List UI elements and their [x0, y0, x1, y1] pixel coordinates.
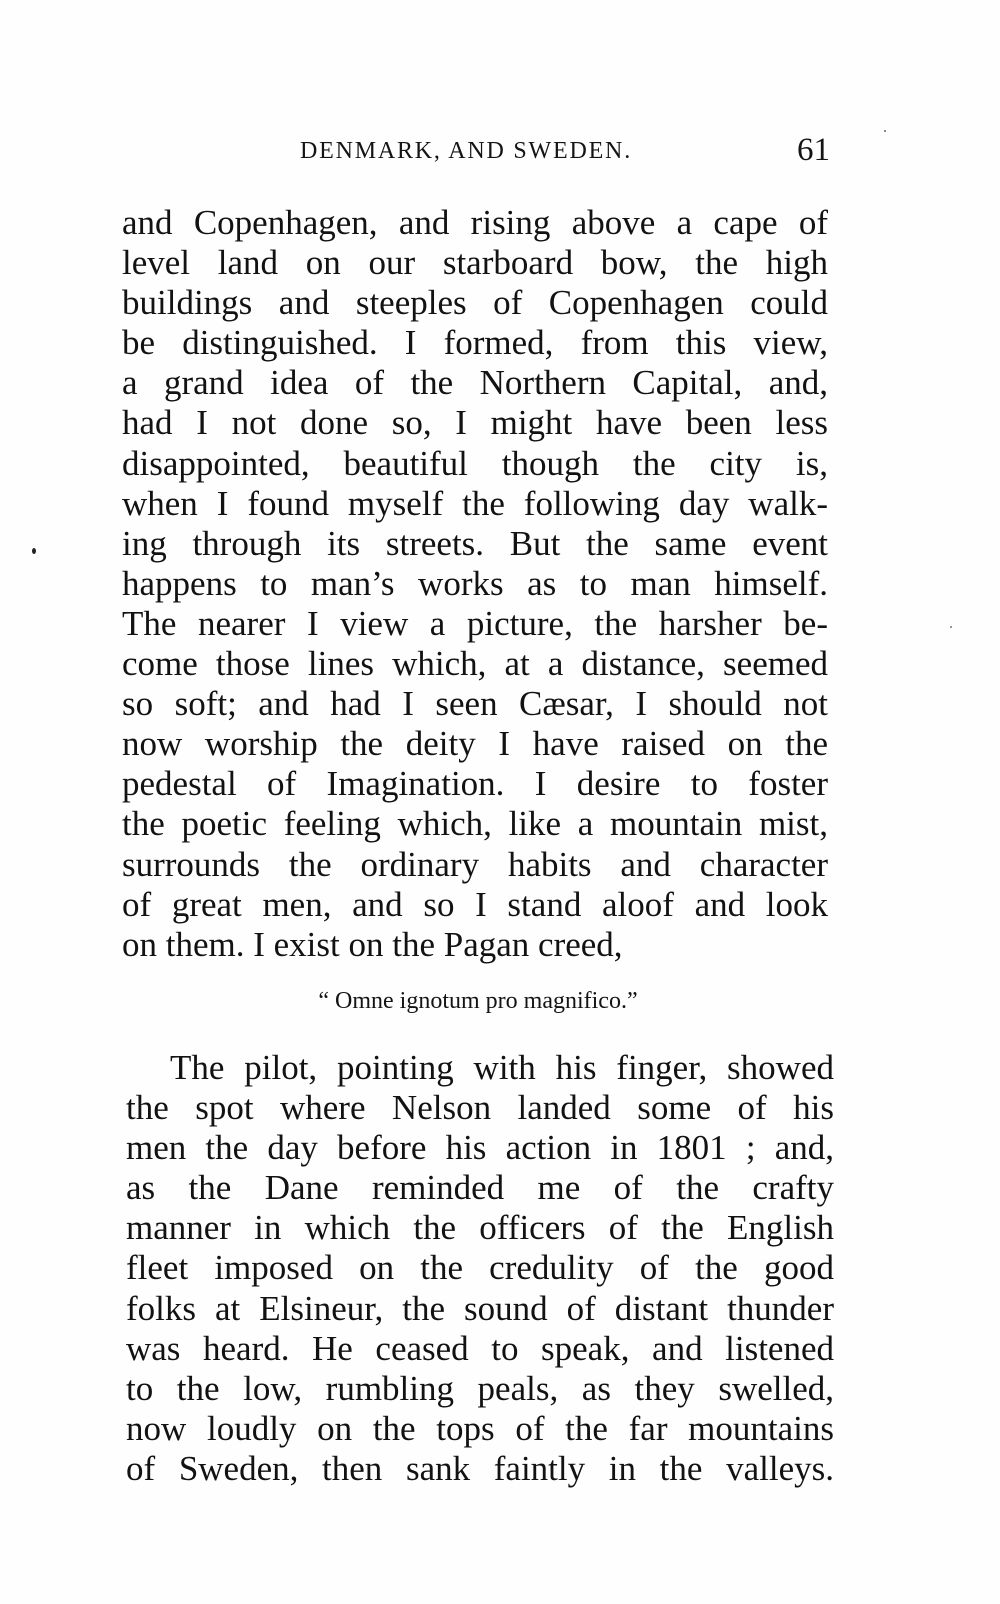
- text-line: The pilot, pointing with his finger, showed: [170, 1048, 834, 1087]
- text-line: come those lines which, at a distance, seemed: [122, 644, 828, 684]
- running-head: [300, 132, 830, 172]
- text-line: level land on our starboard bow, the high: [122, 243, 828, 283]
- text-line: the poetic feeling which, like a mountain mist,: [122, 804, 828, 844]
- ink-speck: [950, 626, 952, 628]
- text-line: disappointed, beautiful though the city is,: [122, 443, 828, 483]
- text-line: and Copenhagen, and rising above a cape of: [122, 203, 828, 242]
- text-line: be distinguished. I formed, from this view,: [122, 323, 828, 363]
- text-line: of great men, and so I stand aloof and look: [122, 884, 828, 924]
- text-line: a grand idea of the Northern Capital, and,: [122, 363, 828, 403]
- text-line: men the day before his action in 1801 ; and,: [126, 1128, 834, 1168]
- text-line: as the Dane reminded me of the crafty: [126, 1168, 834, 1208]
- paragraph-2: [126, 1048, 834, 1489]
- text-line: manner in which the officers of the English: [126, 1208, 834, 1248]
- text-line: the spot where Nelson landed some of his: [126, 1088, 834, 1128]
- text-line: surrounds the ordinary habits and character: [122, 844, 828, 884]
- text-line: on them. I exist on the Pagan creed,: [122, 924, 623, 964]
- text-line: happens to man’s works as to man himself.: [122, 563, 828, 603]
- ink-speck: [32, 548, 36, 554]
- epigraph-quote: “ Omne ignotum pro magnifico.”: [318, 988, 638, 1014]
- text-line: had I not done so, I might have been less: [122, 403, 828, 443]
- ink-speck: [884, 130, 886, 132]
- running-title: DENMARK, AND SWEDEN.: [300, 138, 632, 164]
- text-line: The nearer I view a picture, the harsher be-: [122, 603, 828, 643]
- text-line: ing through its streets. But the same event: [122, 523, 828, 563]
- text-line: so soft; and had I seen Cæsar, I should not: [122, 684, 828, 724]
- text-line: now worship the deity I have raised on the: [122, 724, 828, 764]
- text-line: to the low, rumbling peals, as they swelled,: [126, 1368, 834, 1408]
- text-line: fleet imposed on the credulity of the good: [126, 1248, 834, 1288]
- text-line: when I found myself the following day walk-: [122, 483, 828, 523]
- text-line: folks at Elsineur, the sound of distant thunder: [126, 1288, 834, 1328]
- text-line: pedestal of Imagination. I desire to foster: [122, 764, 828, 804]
- text-line: was heard. He ceased to speak, and listened: [126, 1328, 834, 1368]
- text-line: buildings and steeples of Copenhagen could: [122, 283, 828, 323]
- text-line: of Sweden, then sank faintly in the valleys.: [126, 1448, 834, 1488]
- page-number: 61: [797, 132, 830, 168]
- paragraph-1: [122, 203, 828, 965]
- text-line: now loudly on the tops of the far mountains: [126, 1408, 834, 1448]
